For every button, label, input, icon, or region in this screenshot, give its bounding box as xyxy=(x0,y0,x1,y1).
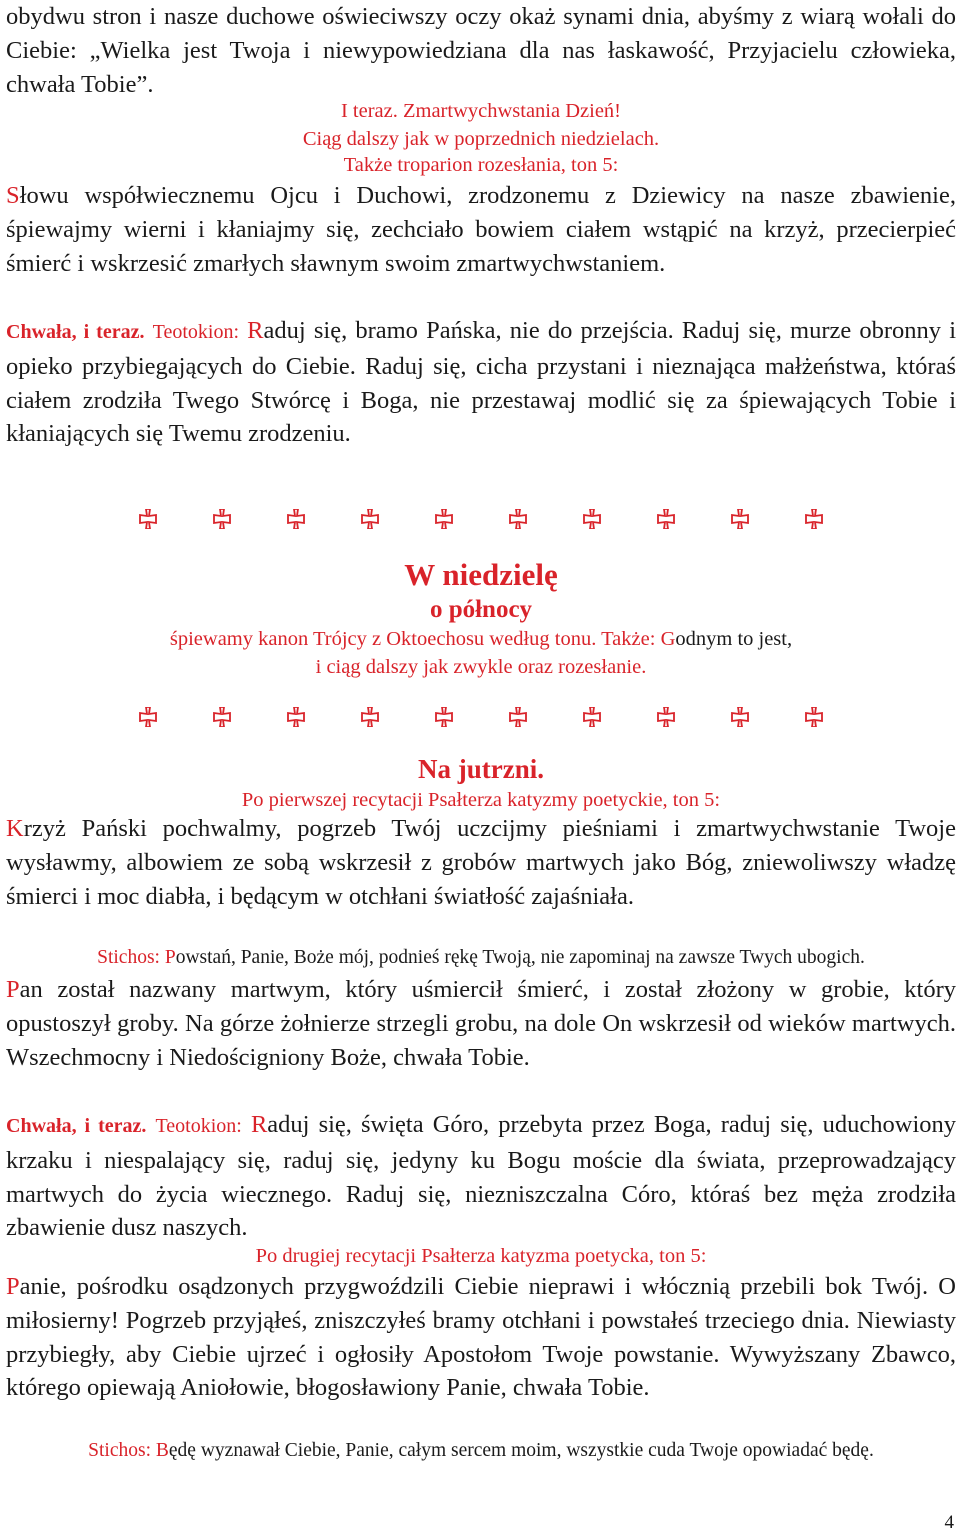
troparion-text xyxy=(6,179,956,280)
cross-pattee-icon xyxy=(185,504,259,530)
cross-pattee-icon xyxy=(777,702,851,728)
theotokion-1-body: aduj się, bramo Pańska, nie do przejścia. Raduj się, murze obronny i opieko przybiegających do Ciebie. Raduj się, cicha przystani i nieznająca małżeństwa, któraś ciałem zrodziła Twego Stwórcę i Boga, nie przestawaj modlić się za śpiewających Tobie i kłaniających się Twemu zrodzeniu. xyxy=(6,317,956,448)
matins-title: Na jutrzni. xyxy=(418,754,544,784)
stichos-2 xyxy=(6,1437,956,1465)
cross-pattee-icon xyxy=(481,702,555,728)
sunday-line-2: i ciąg dalszy jak zwykle oraz rozesłanie. xyxy=(315,656,647,678)
theotokion-1-glory: Chwała, i teraz. xyxy=(6,321,145,343)
sunday-line-1-text: odnym to jest, xyxy=(675,628,793,650)
stichos-1-text: owstań, Panie, Boże mój, podnieś rękę Twoją, nie zapominaj na zawsze Twych ubogich. xyxy=(175,947,865,968)
theotokion-2-body: aduj się, święta Góro, przebyta przez Boga, raduj się, uduchowiony krzaku i niespalający się, raduj się, jedyny ku Bogu moście dla świata, przeprowadzający martwych do życia wiecznego. Raduj się, niezniszczalna Córo, któraś bez męża zrodziła zbawienie dusz naszych. xyxy=(6,1111,957,1242)
cross-pattee-icon xyxy=(259,702,333,728)
cross-pattee-icon xyxy=(111,702,185,728)
stichos-1-label: Stichos: xyxy=(97,947,160,968)
cross-pattee-icon xyxy=(703,702,777,728)
kathisma-1-body: rzyż Pański pochwalmy, pogrzeb Twój uczcijmy pieśniami i zmartwychwstanie Twoje wysławmy, albowiem ze sobą wskrzesił z grobów martwych jako Bóg, zniewoliwszy władzę śmierci i moc diabła, i będącym w otchłani światłość zajaśniała. xyxy=(6,815,956,910)
cross-pattee-icon xyxy=(481,504,555,530)
stichos-1 xyxy=(6,944,956,972)
theotokion-2 xyxy=(6,1108,956,1245)
theotokion-2-glory: Chwała, i teraz. xyxy=(6,1115,147,1137)
sunday-subtitle: o północy xyxy=(429,596,533,623)
cross-pattee-icon xyxy=(333,702,407,728)
kathisma-3 xyxy=(6,1270,956,1405)
kathisma-1-initial: K xyxy=(6,815,24,842)
stichos-1-initial: P xyxy=(164,947,176,968)
kathisma-2-body: an został nazwany martwym, który uśmiercił śmierć, i został złożony w grobie, który opustoszył groby. Na górze żołnierze strzegli grobu, na dole On wskrzesił od wieków martwych. Wszechmocny i Niedościgniony Boże, chwała Tobie. xyxy=(6,976,956,1071)
theotokion-1 xyxy=(6,314,956,451)
cross-pattee-icon xyxy=(703,504,777,530)
matins-rubric-1: Po pierwszej recytacji Psałterza katyzmy poetyckie, ton 5: xyxy=(241,789,721,811)
theotokion-2-label: Teotokion: xyxy=(155,1115,242,1137)
theotokion-1-label: Teotokion: xyxy=(152,321,240,343)
sunday-line-1-initial: G xyxy=(660,628,676,650)
sunday-line-1-rubric: śpiewamy kanon Trójcy z Oktoechosu według tonu. Także: xyxy=(169,628,656,650)
cross-row-2 xyxy=(6,702,956,728)
matins-rubric-2: Po drugiej recytacji Psałterza katyzma poetycka, ton 5: xyxy=(255,1245,707,1267)
cross-pattee-icon xyxy=(555,504,629,530)
cross-pattee-icon xyxy=(333,504,407,530)
cross-pattee-icon xyxy=(407,504,481,530)
cross-pattee-icon xyxy=(407,702,481,728)
kathisma-1 xyxy=(6,812,956,913)
page-number: 4 xyxy=(944,1512,954,1533)
stichos-2-initial: B xyxy=(155,1440,169,1461)
cross-pattee-icon xyxy=(629,702,703,728)
cross-pattee-icon xyxy=(555,702,629,728)
cross-pattee-icon xyxy=(111,504,185,530)
kathisma-3-body: anie, pośrodku osądzonych przygwoździli Ciebie nieprawi i włócznią przebili bok Twój. O miłosierny! Pogrzeb przyjąłeś, zniszczyłeś bramy otchłani i powstałeś trzeciego dnia. Niewiasty przybiegły, aby Ciebie ujrzeć i ogłosiły Apostołom Twoje powstanie. Wywyższany Zbawco, którego opiewają Aniołowie, błogosławiony Panie, chwała Tobie. xyxy=(6,1273,956,1402)
top-paragraph: obydwu stron i nasze duchowe oświeciwszy oczy okaż synami dnia, abyśmy z wiarą wołali do Ciebie: „Wielka jest Twoja i niewypowiedziana dla nas łaskawość, Przyjacielu człowieka, chwała Tobie”. xyxy=(6,3,956,98)
sunday-title: W niedzielę xyxy=(404,557,558,592)
troparion-initial: S xyxy=(6,182,20,209)
cross-pattee-icon xyxy=(777,504,851,530)
kathisma-3-initial: P xyxy=(6,1273,20,1300)
stichos-2-label: Stichos: xyxy=(88,1440,152,1461)
cross-row-1 xyxy=(6,504,956,530)
cross-pattee-icon xyxy=(629,504,703,530)
stichos-2-text: ędę wyznawał Ciebie, Panie, całym sercem moim, wszystkie cuda Twoje opowiadać będę. xyxy=(168,1440,874,1461)
kathisma-2 xyxy=(6,973,956,1074)
theotokion-1-initial: R xyxy=(247,317,264,344)
sunday-line-1 xyxy=(6,625,956,654)
kathisma-2-initial: P xyxy=(6,976,20,1003)
cross-pattee-icon xyxy=(185,702,259,728)
rubric-ciag-dalszy: Ciąg dalszy jak w poprzednich niedzielach. xyxy=(302,128,660,150)
cross-pattee-icon xyxy=(259,504,333,530)
troparion-body: łowu współwiecznemu Ojcu i Duchowi, zrodzonemu z Dziewicy na nasze zbawienie, śpiewajmy wierni i kłaniajmy się, zechciało bowiem ciałem wstąpić na krzyż, przecierpieć śmierć i wskrzesić zmarłych sławnym swoim zmartwychwstaniem. xyxy=(6,182,956,277)
rubric-i-teraz: I teraz. Zmartwychwstania Dzień! xyxy=(340,100,622,122)
rubric-troparion: Także troparion rozesłania, ton 5: xyxy=(343,154,619,176)
theotokion-2-initial: R xyxy=(250,1111,268,1138)
